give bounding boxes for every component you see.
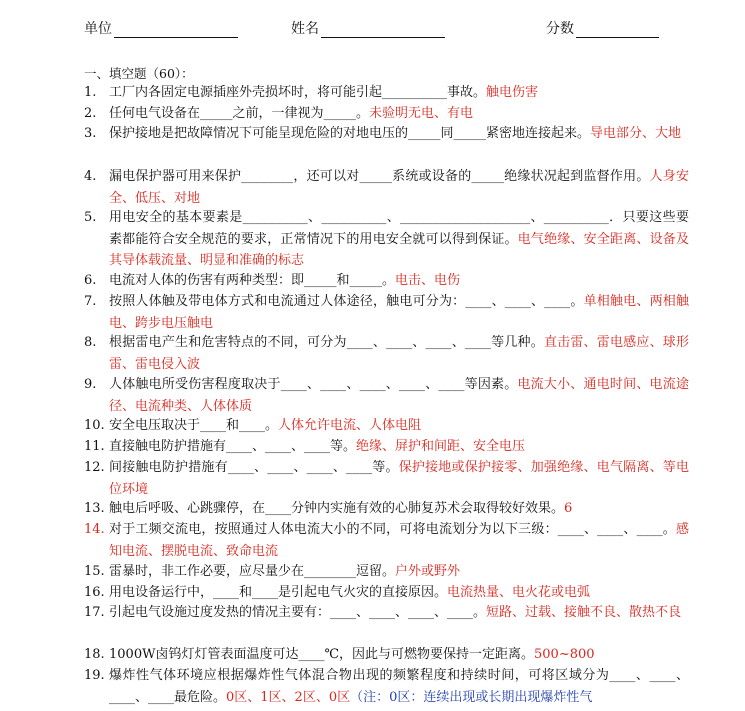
question-answer: 触电伤害 <box>486 85 539 100</box>
question-answer: 500~800 <box>534 647 595 662</box>
section-title: 一、填空题（60）： <box>84 66 194 81</box>
question-19 <box>84 665 689 708</box>
question-14 <box>84 519 689 562</box>
exam-header <box>0 18 745 42</box>
question-number: 10. <box>84 418 105 433</box>
question-answer: 0区、1区、2区、0区 <box>226 689 351 705</box>
question-text: 爆炸性气体环境应根据爆炸性气体混合物出现的频繁程度和持续时间，可将区域分为____、____、____、____最危险。 <box>109 668 689 705</box>
question-number: 9. <box>84 377 97 392</box>
question-text: 人体触电所受伤害程度取决于____、____、____、____、____等因素。 <box>109 377 518 392</box>
question-number: 8. <box>84 335 97 350</box>
question-10 <box>84 415 689 437</box>
question-number: 7. <box>84 294 97 309</box>
name-field <box>291 18 445 38</box>
question-number: 14. <box>84 522 105 537</box>
question-17 <box>84 602 689 624</box>
question-text: 根据雷电产生和危害特点的不同，可分为____、____、____、____等几种。 <box>109 335 544 350</box>
question-answer: 直击雷、雷电感应、球形雷、雷电侵入波 <box>109 335 689 372</box>
question-number: 6. <box>84 273 97 288</box>
question-number: 15. <box>84 564 105 579</box>
question-12 <box>84 457 689 500</box>
question-text: 用电安全的基本要素是__________、__________、____________________、__________．只要这些要素都能符合安全规范的要求，正常情况下的用电安全就可以得到保证。 <box>109 210 689 247</box>
question-number: 5. <box>84 210 97 225</box>
question-1 <box>84 82 689 104</box>
question-text: 用电设备运行中，____和____是引起电气火灾的直接原因。 <box>109 585 448 600</box>
question-answer: 人体允许电流、人体电阻 <box>278 418 422 433</box>
question-answer: 绝缘、屏护和间距、安全电压 <box>356 439 526 454</box>
question-note: （注：0区：连续出现或长期出现爆炸性气 <box>350 689 593 705</box>
question-answer: 未验明无电、有电 <box>369 106 474 121</box>
question-text: 间接触电防护措施有____、____、____、____等。 <box>109 460 399 475</box>
question-16 <box>84 582 689 604</box>
unit-blank[interactable] <box>114 21 238 38</box>
question-number: 3. <box>84 126 97 141</box>
question-number: 13. <box>84 501 105 516</box>
question-text: 工厂内各固定电源插座外壳损坏时，将可能引起__________事故。 <box>109 85 487 100</box>
question-answer: 导电部分、大地 <box>590 126 682 141</box>
question-answer: 单相触电、两相触电、跨步电压触电 <box>109 294 689 331</box>
question-text: 引起电气设施过度发热的情况主要有：____、____、____、____。 <box>109 605 487 620</box>
question-text: 触电后呼吸、心跳骤停，在____分钟内实施有效的心肺复苏术会取得较好效果。 <box>109 501 565 516</box>
question-text: 电流对人体的伤害有两种类型：即_____和_____。 <box>109 273 396 288</box>
question-text: 1000W卤钨灯灯管表面温度可达____℃，因此与可燃物要保持一定距离。 <box>109 647 534 662</box>
question-13 <box>84 498 689 520</box>
question-text: 按照人体触及带电体方式和电流通过人体途径，触电可分为：____、____、____。 <box>109 294 584 309</box>
score-label: 分数 <box>546 21 574 37</box>
question-8 <box>84 332 689 375</box>
score-field <box>546 18 659 38</box>
question-7 <box>84 291 689 334</box>
question-answer: 短路、过载、接触不良、散热不良 <box>486 605 682 620</box>
question-4 <box>84 166 689 209</box>
unit-label: 单位 <box>84 21 112 37</box>
question-number: 11. <box>84 439 105 454</box>
question-text: 直接触电防护措施有____、____、____等。 <box>109 439 357 454</box>
question-answer: 感知电流、摆脱电流、致命电流 <box>109 522 689 559</box>
name-blank[interactable] <box>321 21 445 38</box>
question-11 <box>84 436 689 458</box>
question-text: 保护接地是把故障情况下可能呈现危险的对地电压的_____同_____紧密地连接起来。 <box>109 126 591 141</box>
question-text: 对于工频交流电，按照通过人体电流大小的不同，可将电流划分为以下三级：____、____、____。 <box>109 522 676 537</box>
question-answer: 电流大小、通电时间、电流途径、电流种类、人体体质 <box>109 377 689 414</box>
question-text: 漏电保护器可用来保护________，还可以对_____系统或设备的_____绝缘状况起到监督作用。 <box>109 169 650 184</box>
question-18 <box>84 644 689 666</box>
question-6 <box>84 270 689 292</box>
question-2 <box>84 103 689 125</box>
question-answer: 6 <box>564 501 573 516</box>
question-number: 17. <box>84 605 105 620</box>
name-label: 姓名 <box>291 21 319 37</box>
question-text: 安全电压取决于____和____。 <box>109 418 279 433</box>
question-answer: 户外或野外 <box>395 564 461 579</box>
question-text: 任何电气设备在_____之前，一律视为_____。 <box>109 106 370 121</box>
question-number: 19. <box>84 668 105 683</box>
question-number: 16. <box>84 585 105 600</box>
question-answer: 保护接地或保护接零、加强绝缘、电气隔离、等电位环境 <box>109 460 689 497</box>
question-number: 1. <box>84 85 97 100</box>
question-answer: 电流热量、电火花或电弧 <box>447 585 591 600</box>
question-15 <box>84 561 689 583</box>
question-answer: 人身安全、低压、对地 <box>109 169 689 206</box>
question-3 <box>84 123 689 145</box>
question-text: 雷暴时，非工作必要，应尽量少在________逗留。 <box>109 564 396 579</box>
question-answer: 电击、电伤 <box>395 273 461 288</box>
question-number: 2. <box>84 106 97 121</box>
question-number: 12. <box>84 460 105 475</box>
question-5 <box>84 207 689 272</box>
question-number: 18. <box>84 647 105 662</box>
question-number: 4. <box>84 169 97 184</box>
unit-field <box>84 18 238 38</box>
question-9 <box>84 374 689 417</box>
question-answer: 电气绝缘、安全距离、设备及其导体载流量、明显和准确的标志 <box>109 231 689 268</box>
score-blank[interactable] <box>576 21 659 38</box>
